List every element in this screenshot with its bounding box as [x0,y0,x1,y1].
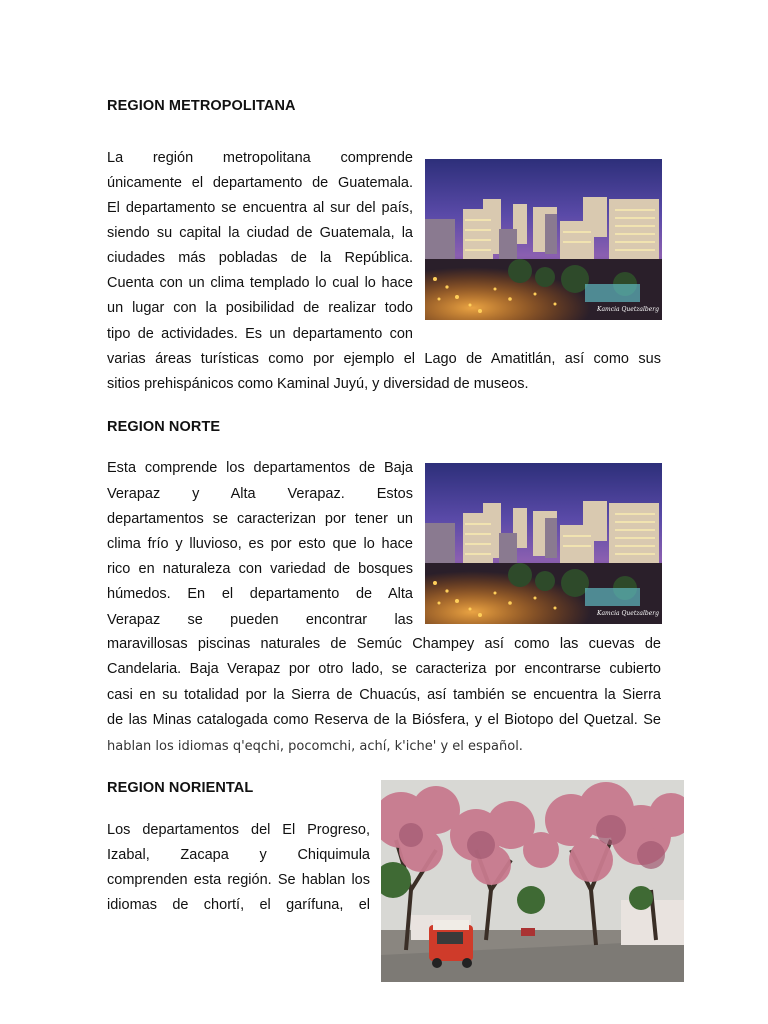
paragraph-line: Candelaria. Baja Verapaz por otro lado, se caracteriza por encontrarse cubierto [107,661,661,677]
paragraph-line: Esta comprende los departamentos de Baja [107,460,413,476]
paragraph-line: sitios prehispánicos como Kaminal Juyú, y diversidad de museos. [107,376,529,392]
paragraph-line: Izabal, Zacapa y Chiquimula [107,847,370,863]
photo-signature: Kamcia Quetzalberg [597,610,660,617]
paragraph-line: Verapaz se pueden encontrar las [107,612,413,628]
section-heading-nororiental: REGION NORIENTAL [107,780,254,796]
paragraph-line: un lugar con la posibilidad de realizar todo [107,300,413,316]
paragraph-line: ciudades más pobladas de la República. [107,250,413,266]
paragraph-line: únicamente el departamento de Guatemala. [107,175,413,191]
paragraph-line: Cuenta con un clima templado lo cual lo hace [107,275,413,291]
paragraph-line: varias áreas turísticas como por ejemplo el Lago de Amatitlán, así como sus [107,351,661,367]
paragraph-line: Los departamentos del El Progreso, [107,822,370,838]
paragraph-line: siendo su capital la ciudad de Guatemala, la [107,225,413,241]
paragraph-line: idiomas de chortí, el garífuna, el [107,897,370,913]
paragraph-line: casi en su totalidad por la Sierra de Chuacús, así también se encuentra la Sierra [107,687,661,703]
section-heading-norte: REGION NORTE [107,419,221,435]
photo-signature: Kamcia Quetzalberg [597,306,660,313]
paragraph-line: hablan los idiomas q'eqchi, pocomchi, achí, k'iche' y el español. [107,739,523,754]
guatemala-city-night-photo [425,159,662,320]
paragraph-line: Verapaz y Alta Verapaz. Estos [107,486,413,502]
paragraph-line: tipo de actividades. Es un departamento con [107,326,413,342]
section-heading-metropolitana: REGION METROPOLITANA [107,98,296,114]
flowering-trees-street-photo [381,780,684,982]
paragraph-line: departamentos se caracterizan por tener un [107,511,413,527]
paragraph-line: clima frío y lluvioso, es por esto que lo hace [107,536,413,552]
paragraph-line: rico en naturaleza con variedad de bosques [107,561,413,577]
paragraph-line: comprenden esta región. Se hablan los [107,872,370,888]
paragraph-line: La región metropolitana comprende [107,150,413,166]
guatemala-city-night-photo [425,463,662,624]
paragraph-line: de las Minas catalogada como Reserva de la Biósfera, y el Biotopo del Quetzal. Se [107,712,661,728]
paragraph-line: maravillosas piscinas naturales de Semúc Champey así como las cuevas de [107,636,661,652]
paragraph-line: El departamento se encuentra al sur del país, [107,200,413,216]
paragraph-line: húmedos. En el departamento de Alta [107,586,413,602]
